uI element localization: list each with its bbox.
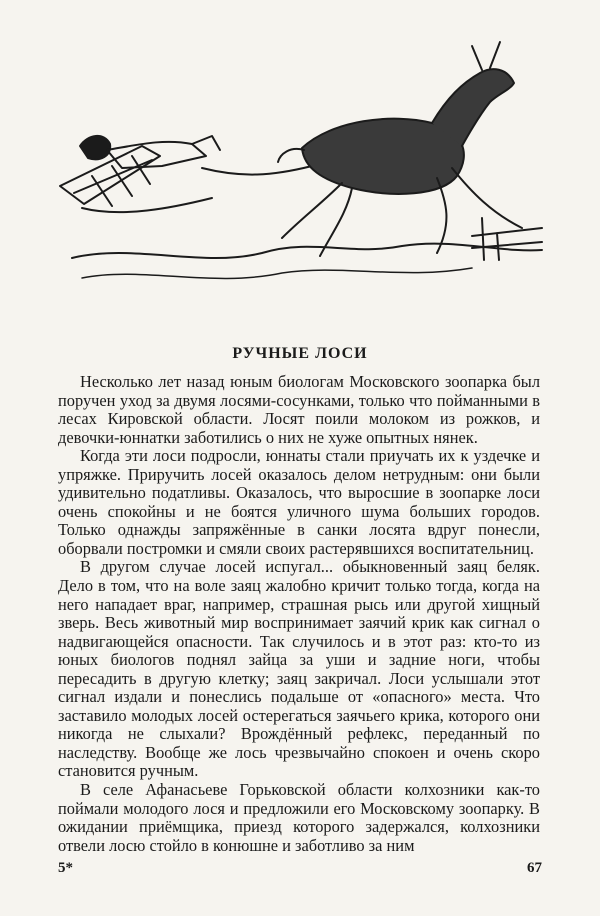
paragraph: В селе Афанасьеве Горьковской области колхозники как-то поймали молодого лося и предложили его Московскому зоопарку. В ожидании приёмщика, приезд которого задержался, колхозники отвели лосю стойло в конюшне и заботливо за ним xyxy=(58,780,540,855)
paragraph: В другом случае лосей испугал... обыкновенный заяц беляк. Дело в том, что на воле заяц жалобно кричит только тогда, когда на него нападает враг, например, страшная рысь или другой хищный зверь. Весь животный мир воспринимает заячий крик как сигнал о надвигающейся опасности. Так случилось и в этот раз: кто-то из юных биологов поднял зайца за уши и задние ноги, чтобы пересадить в другую клетку; заяц закричал. Лоси услышали этот сигнал издали и понеслись подальше от «опасного» места. Что заставило молодых лосей остерегаться заячьего крика, которого они никогда не слыхали? Врождённый рефлекс, переданный по наследству. Вообще же лось чрезвычайно спокоен и очень скоро становится ручным. xyxy=(58,557,540,781)
paragraph: Несколько лет назад юным биологам Московского зоопарка был поручен уход за двумя лосями-сосунками, только что пойманными в лесах Кировской области. Лосят поили молоком из рожков, и девочки-юннатки заботились о них не хуже опытных нянек. xyxy=(58,372,540,447)
page-title: РУЧНЫЕ ЛОСИ xyxy=(232,345,368,362)
illustration xyxy=(52,28,548,308)
page-number: 67 xyxy=(527,860,542,876)
article-body xyxy=(58,373,540,855)
moose-pulling-sled-icon xyxy=(52,28,548,308)
paragraph: Когда эти лоси подросли, юннаты стали приучать их к уздечке и упряжке. Приручить лосей оказалось делом нетрудным: они были удивительно податливы. Оказалось, что выросшие в зоопарке лоси очень спокойны и не боятся уличного шума больших городов. Только однажды запряжённые в санки лосята вдруг понесли, оборвали постромки и смяли своих растерявшихся воспитательниц. xyxy=(58,446,540,558)
signature-mark: 5* xyxy=(58,860,73,876)
